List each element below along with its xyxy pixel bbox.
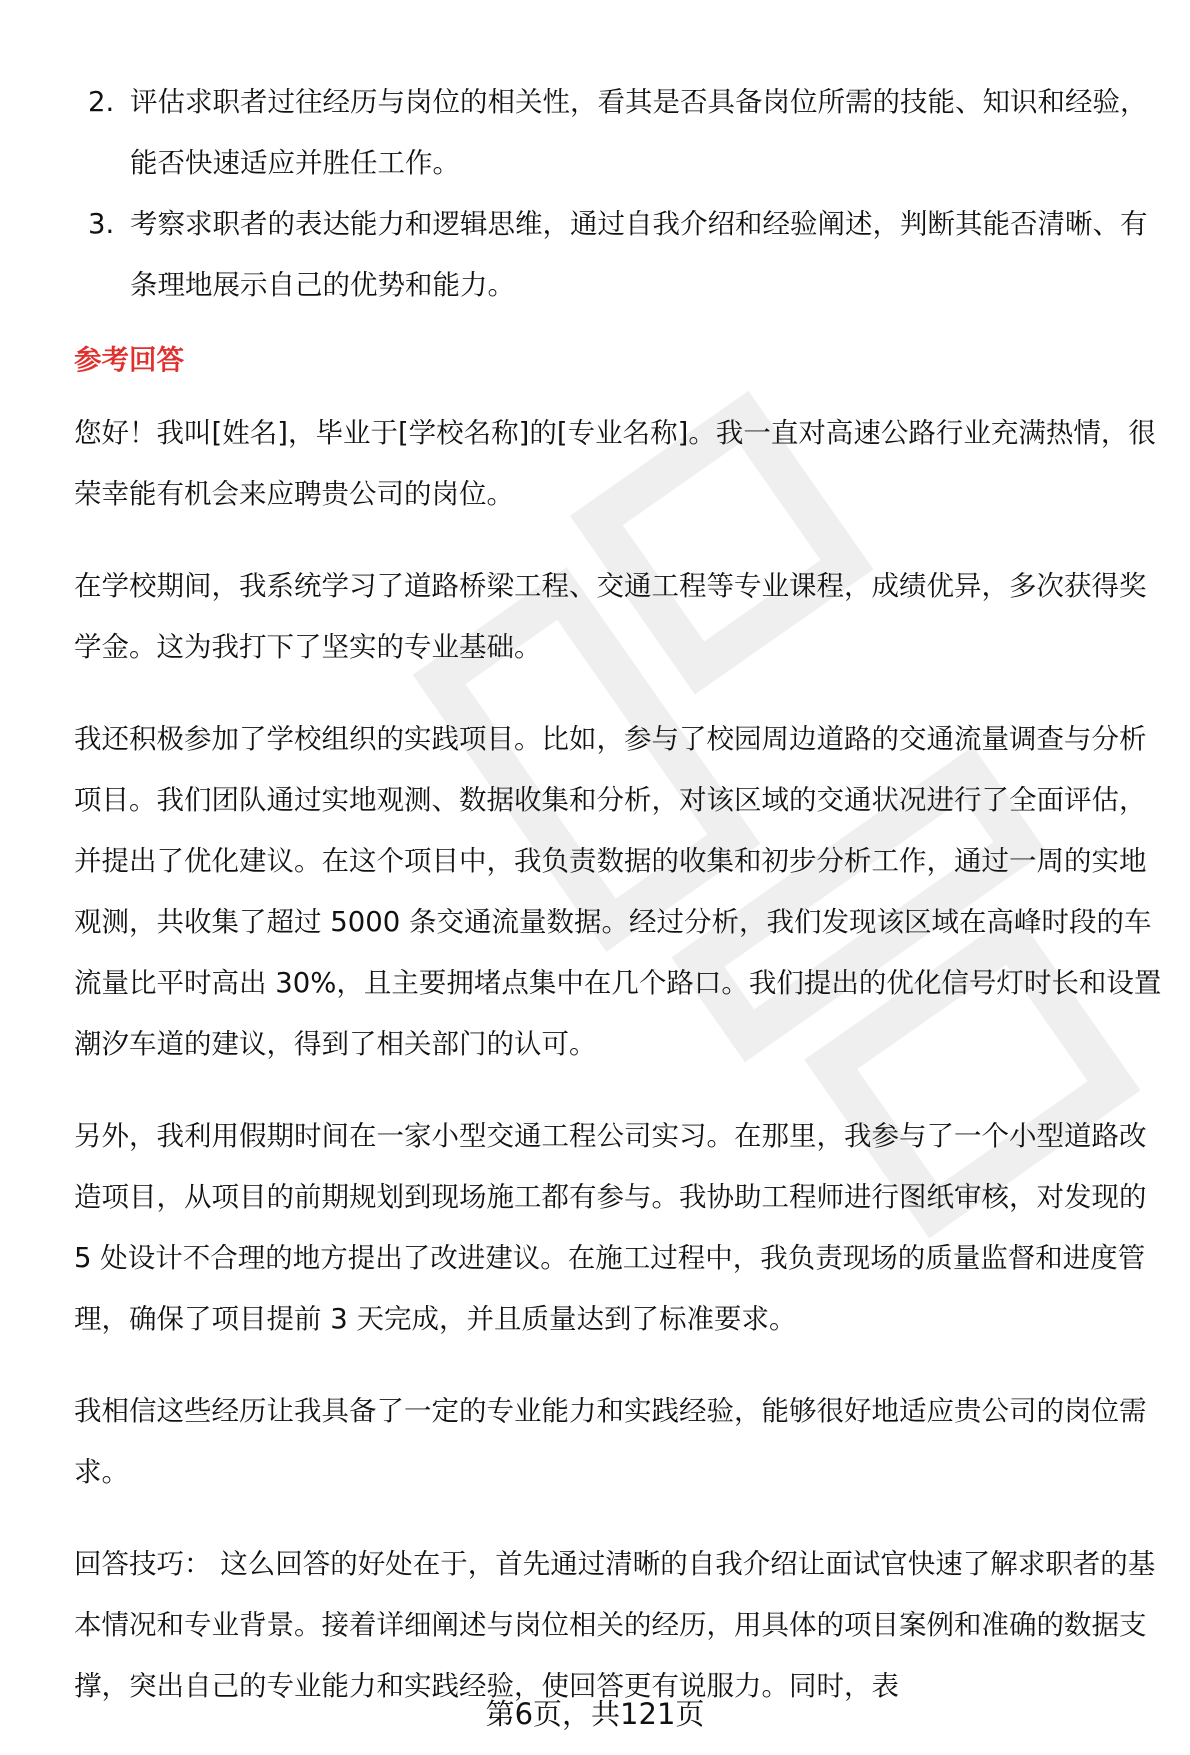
- list-item-text: 评估求职者过往经历与岗位的相关性，看其是否具备岗位所需的技能、知识和经验，能否快速适应并胜任工作。: [130, 86, 1148, 179]
- answer-paragraph: 在学校期间，我系统学习了道路桥梁工程、交通工程等专业课程，成绩优异，多次获得奖学金。这为我打下了坚实的专业基础。: [74, 570, 1147, 663]
- list-item-text: 考察求职者的表达能力和逻辑思维，通过自我介绍和经验阐述，判断其能否清晰、有条理地展示自己的优势和能力。: [130, 208, 1148, 301]
- list-item-number: 3.: [88, 208, 115, 240]
- evaluation-points-list: [74, 72, 1164, 316]
- main-content: [74, 72, 1164, 1717]
- answer-paragraph: 我相信这些经历让我具备了一定的专业能力和实践经验，能够很好地适应贵公司的岗位需求。: [74, 1395, 1147, 1488]
- answer-paragraph: 另外，我利用假期时间在一家小型交通工程公司实习。在那里，我参与了一个小型道路改造项目，从项目的前期规划到现场施工都有参与。我协助工程师进行图纸审核，对发现的 5 处设计不合理的地方提出了改进建议。在施工过程中，我负责现场的质量监督和进度管理，确保了项目提前 3 天完成，并且质量达到了标准要求。: [74, 1120, 1147, 1335]
- answer-tips: 回答技巧： 这么回答的好处在于，首先通过清晰的自我介绍让面试官快速了解求职者的基本情况和专业背景。接着详细阐述与岗位相关的经历，用具体的项目案例和准确的数据支撑，突出自己的专业能力和实践经验，使回答更有说服力。同时，表: [74, 1548, 1156, 1702]
- list-item-number: 2.: [88, 86, 115, 118]
- page-footer: 第6页，共121页: [485, 1697, 705, 1731]
- answer-paragraph: 您好！我叫[姓名]，毕业于[学校名称]的[专业名称]。我一直对高速公路行业充满热情，很荣幸能有机会来应聘贵公司的岗位。: [74, 417, 1156, 510]
- list-item: [74, 194, 1164, 316]
- section-title: 参考回答: [74, 344, 184, 376]
- answer-paragraph: 我还积极参加了学校组织的实践项目。比如，参与了校园周边道路的交通流量调查与分析项目。我们团队通过实地观测、数据收集和分析，对该区域的交通状况进行了全面评估，并提出了优化建议。在这个项目中，我负责数据的收集和初步分析工作，通过一周的实地观测，共收集了超过 5000 条交通流量数据。经过分析，我们发现该区域在高峰时段的车流量比平时高出 30%，且主要拥堵点集中在几个路口。我们提出的优化信号灯时长和设置潮汐车道的建议，得到了相关部门的认可。: [74, 723, 1162, 1060]
- list-item: [74, 72, 1164, 194]
